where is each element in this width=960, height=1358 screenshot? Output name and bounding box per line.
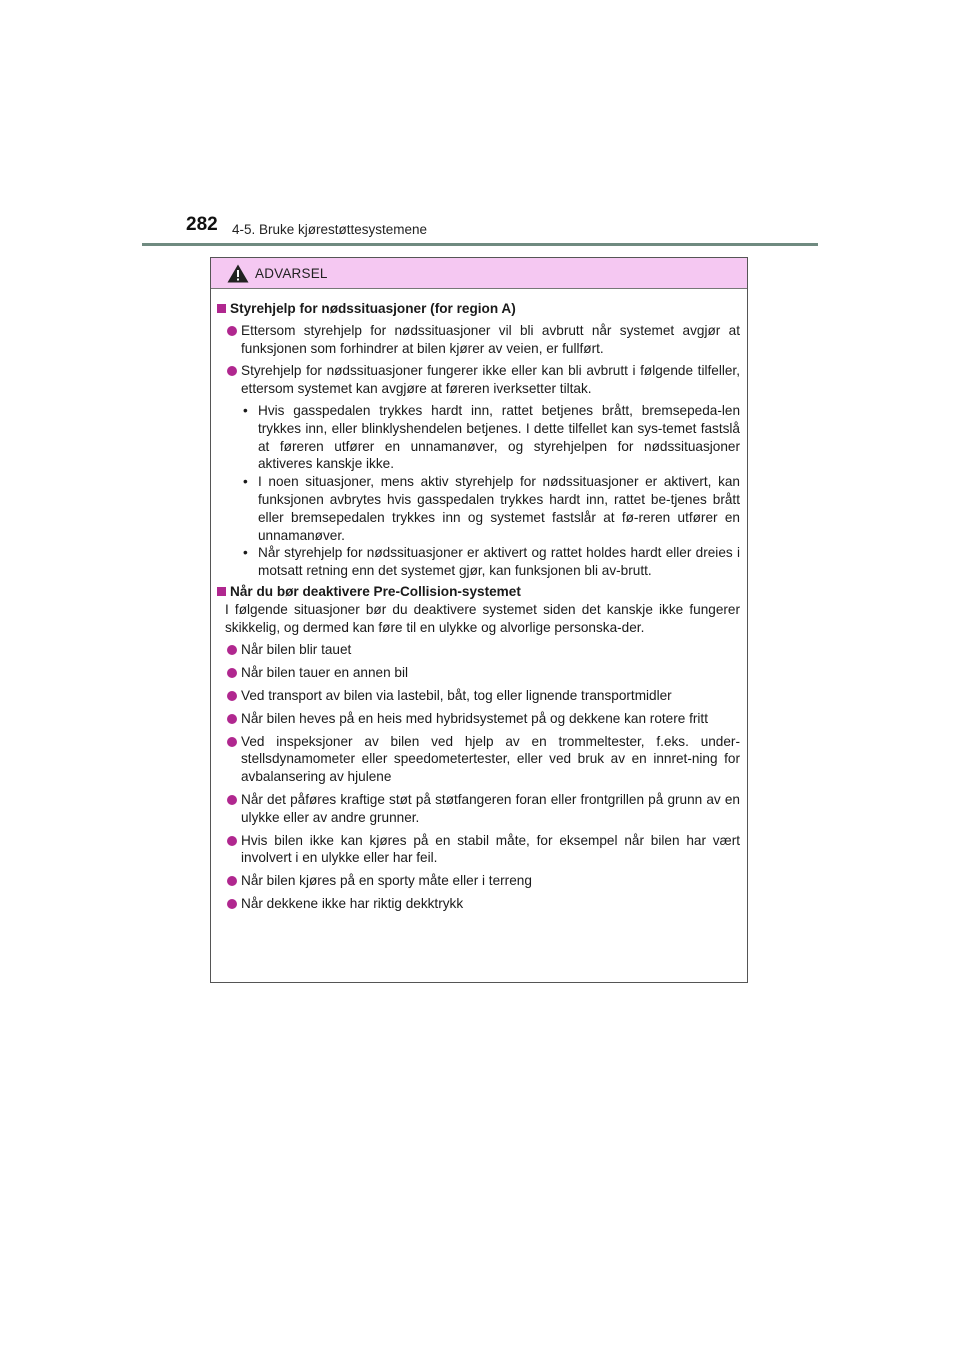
circle-bullet-icon — [227, 366, 237, 376]
section-heading — [217, 300, 740, 318]
square-bullet-icon — [217, 304, 226, 313]
sub-list-item — [217, 402, 740, 473]
dot-bullet-icon: • — [243, 402, 248, 418]
page-header — [0, 0, 960, 250]
list-item-text: Når bilen blir tauet — [241, 642, 352, 658]
circle-bullet-icon — [227, 795, 237, 805]
list-item — [217, 895, 740, 913]
warning-label: ADVARSEL — [255, 265, 328, 281]
warning-content — [211, 289, 747, 913]
list-item — [217, 872, 740, 890]
circle-bullet-icon — [227, 737, 237, 747]
list-item — [217, 687, 740, 705]
section-heading — [217, 583, 740, 601]
section-heading-text: Når du bør deaktivere Pre-Collision-systemet — [230, 583, 521, 599]
list-item — [217, 710, 740, 728]
circle-bullet-icon — [227, 668, 237, 678]
circle-bullet-icon — [227, 714, 237, 724]
warning-box — [210, 257, 748, 983]
list-item — [217, 791, 740, 827]
list-item — [217, 664, 740, 682]
list-item-text: Når det påføres kraftige støt på støtfangeren foran eller frontgrillen på grunn av en ulykke eller av andre grunner. — [241, 791, 740, 825]
circle-bullet-icon — [227, 876, 237, 886]
sub-list — [217, 402, 740, 580]
list-item-text: Ved transport av bilen via lastebil, båt, tog eller lignende transportmidler — [241, 687, 672, 703]
list-item-text: Når bilen kjøres på en sporty måte eller i terreng — [241, 873, 532, 889]
list-item — [217, 641, 740, 659]
list-item — [217, 733, 740, 786]
sub-list-item-text: I noen situasjoner, mens aktiv styrehjelp for nødssituasjoner er aktivert, kan funksjonen avbrytes hvis gasspedalen trykkes hardt inn, rattet be-tjenes brått eller bremsepedalen trykkes inn og systemet fastslår at fø-reren utfører en unnamanøver. — [258, 474, 740, 543]
circle-bullet-icon — [227, 691, 237, 701]
list-item-text: Ettersom styrehjelp for nødssituasjoner vil bli avbrutt når systemet avgjør at funksjonen som forhindrer at bilen kjører av veien, er fullført. — [241, 322, 740, 356]
list-item-text: Når bilen heves på en heis med hybridsystemet på og dekkene kan rotere fritt — [241, 710, 708, 726]
sub-list-item — [217, 473, 740, 544]
sub-list-item — [217, 544, 740, 580]
section-title: 4-5. Bruke kjørestøttesystemene — [232, 222, 428, 237]
sub-list-item-text: Hvis gasspedalen trykkes hardt inn, rattet betjenes brått, bremsepeda-len trykkes inn, eller blinklyshendelen betjenes. I dette tilfellet kan sys-temet fastslå at føreren utfører en unnamanøver, og styrehjelpen for nødssituasjoner aktiveres kanskje ikke. — [258, 402, 740, 472]
section-heading-text: Styrehjelp for nødssituasjoner (for region A) — [230, 301, 516, 316]
list-item-text: Når dekkene ikke har riktig dekktrykk — [241, 895, 464, 911]
circle-bullet-icon — [227, 645, 237, 655]
list-item-text: Styrehjelp for nødssituasjoner fungerer ikke eller kan bli avbrutt i følgende tilfeller, ettersom systemet kan avgjøre at føreren iverksetter tiltak. — [241, 363, 740, 397]
warning-header — [211, 258, 747, 289]
list-item-text: Ved inspeksjoner av bilen ved hjelp av en trommeltester, f.eks. under-stellsdynamometer eller speedometertester, eller ved bruk av en innret-ning for avbalansering av hjulene — [241, 733, 740, 785]
list-item — [217, 362, 740, 398]
section-intro: I følgende situasjoner bør du deaktivere systemet siden det kanskje ikke fungerer skikkelig, og dermed kan føre til en ulykke og alvorlige personska-der. — [225, 601, 740, 635]
list-item — [217, 322, 740, 358]
page-number: 282 — [186, 214, 218, 235]
sub-list-item-text: Når styrehjelp for nødssituasjoner er aktivert og rattet holdes hardt eller dreies i motsatt retning enn det systemet gjør, kan funksjonen bli av-brutt. — [258, 545, 740, 579]
list-item-text: Hvis bilen ikke kan kjøres på en stabil måte, for eksempel når bilen har vært involvert i en ulykke eller har feil. — [241, 832, 740, 866]
list-item — [217, 832, 740, 868]
circle-bullet-icon — [227, 899, 237, 909]
circle-bullet-icon — [227, 836, 237, 846]
circle-bullet-icon — [227, 326, 237, 336]
dot-bullet-icon: • — [243, 474, 248, 490]
list-item-text: Når bilen tauer en annen bil — [241, 665, 409, 681]
header-rule — [142, 243, 818, 246]
dot-bullet-icon: • — [243, 545, 248, 561]
square-bullet-icon — [217, 587, 226, 596]
warning-triangle-icon — [227, 264, 249, 283]
